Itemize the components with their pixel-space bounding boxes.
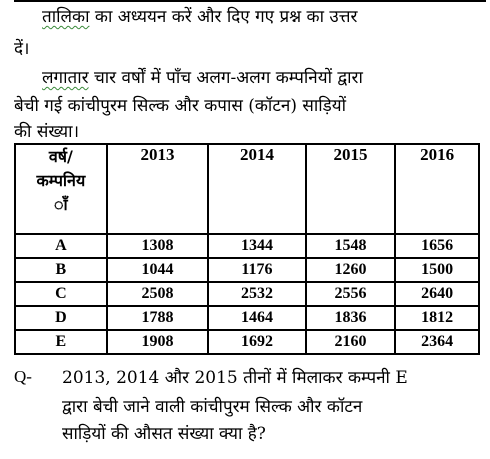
intro-line-2: दें। [14, 39, 30, 59]
year-header: 2016 [395, 144, 479, 234]
table-row [15, 330, 479, 354]
company-cell: E [15, 330, 107, 354]
table-row [15, 282, 479, 306]
company-cell: A [15, 234, 107, 258]
intro-line-1 [42, 6, 357, 28]
value-cell: 2508 [107, 282, 209, 306]
intro-line-3 [42, 67, 363, 89]
question-label: Q- [14, 367, 32, 386]
year-header: 2014 [208, 144, 306, 234]
table-header-row [15, 144, 479, 234]
year-header: 2015 [306, 144, 396, 234]
value-cell: 1344 [208, 234, 306, 258]
spellcheck-underlined-word-2: लगातार [42, 68, 89, 88]
value-cell: 1044 [107, 258, 209, 282]
value-cell: 1500 [395, 258, 479, 282]
value-cell: 1788 [107, 306, 209, 330]
value-cell: 1836 [306, 306, 396, 330]
question-line-1: 2013, 2014 और 2015 तीनों में मिलाकर कम्पनी E [62, 368, 408, 388]
table-row [15, 306, 479, 330]
company-cell: D [15, 306, 107, 330]
table-row [15, 234, 479, 258]
intro-line-5: की संख्या। [14, 122, 80, 142]
value-cell: 2160 [306, 330, 396, 354]
intro-line-3-rest: चार वर्षों में पाँच अलग-अलग कम्पनियों द्वारा [88, 68, 363, 88]
question-line-3: साड़ियों की औसत संख्या क्या है? [62, 424, 266, 444]
intro-line-4: बेची गई कांचीपुरम सिल्क और कपास (कॉटन) साड़ियों [14, 96, 347, 116]
value-cell: 1176 [208, 258, 306, 282]
year-header: 2013 [107, 144, 209, 234]
value-cell: 1812 [395, 306, 479, 330]
value-cell: 2640 [395, 282, 479, 306]
value-cell: 2364 [395, 330, 479, 354]
value-cell: 1656 [395, 234, 479, 258]
intro-line-1-rest: का अध्ययन करें और दिए गए प्रश्न का उत्तर [89, 7, 358, 27]
corner-label-line: कम्पनिय [36, 171, 86, 190]
value-cell: 1308 [107, 234, 209, 258]
corner-label-line: वर्ष/ [48, 147, 73, 166]
question-line-2: द्वारा बेची जाने वाली कांचीपुरम सिल्क और कॉटन [62, 397, 363, 417]
value-cell: 2556 [306, 282, 396, 306]
company-cell: B [15, 258, 107, 282]
value-cell: 1464 [208, 306, 306, 330]
company-cell: C [15, 282, 107, 306]
value-cell: 1692 [208, 330, 306, 354]
value-cell: 1548 [306, 234, 396, 258]
value-cell: 2532 [208, 282, 306, 306]
corner-label-line: ाँ [54, 195, 68, 214]
value-cell: 1908 [107, 330, 209, 354]
top-border-line [14, 0, 486, 2]
table-row [15, 258, 479, 282]
value-cell: 1260 [306, 258, 396, 282]
spellcheck-underlined-word: तालिका [42, 7, 90, 27]
corner-header [15, 144, 107, 234]
sales-table [14, 143, 480, 355]
